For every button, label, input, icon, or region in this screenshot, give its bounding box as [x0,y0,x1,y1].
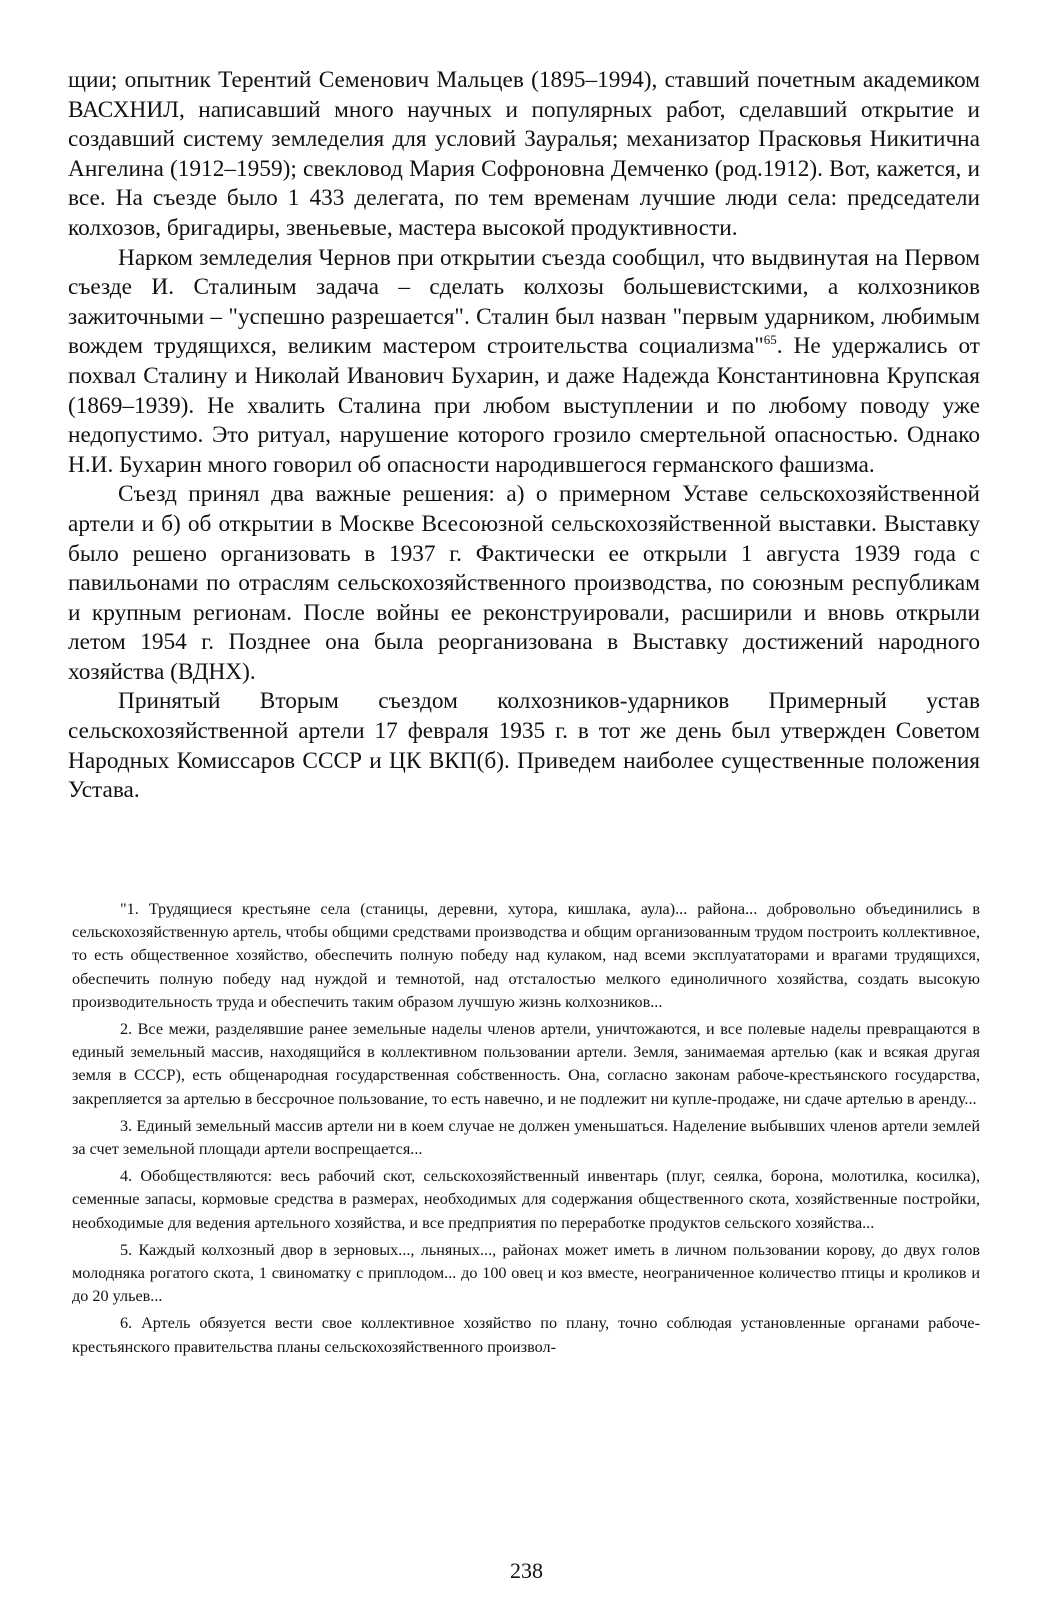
charter-clause: 3. Единый земельный массив артели ни в коем случае не должен уменьшаться. Наделение выбывших членов артели землей за счет земельной площади артели воспрещается... [72,1116,980,1159]
main-text [68,66,980,806]
paragraph-congress-speech [68,244,980,481]
page-number: 238 [510,1558,543,1583]
paragraph-charter-intro: Принятый Вторым съездом колхозников-ударников Примерный устав сельскохозяйственной артели 17 февраля 1935 г. в тот же день был утвержден Советом Народных Комиссаров СССР и ЦК ВКП(б). Приведем наиболее существенные положения Устава. [68,688,980,804]
charter-clause: 5. Каждый колхозный двор в зерновых..., льняных..., районах может иметь в личном пользовании корову, до двух голов молодняка рогатого скота, 1 свиноматку с приплодом... до 100 овец и коз вместе, неограниченное количество птицы и кроликов и до 20 ульев... [72,1240,980,1306]
charter-clause: 2. Все межи, разделявшие ранее земельные наделы членов артели, уничтожаются, и все полевые наделы превращаются в единый земельный массив, находящийся в коллективном пользовании артели. Земля, занимаемая артелью (как и всякая другая земля в СССР), есть общенародная государственная собственность. Она, согласно законам рабоче-крестьянского государства, закрепляется за артелью в бессрочное пользование, то есть навечно, и не подлежит ни купле-продаже, ни сдаче артелью в аренду... [72,1020,980,1108]
paragraph-continuation: щии; опытник Терентий Семенович Мальцев (1895–1994), ставший почетным академиком ВАСХНИЛ, написавший много научных и популярных работ, сделавший открытие и создавший систему земледелия для условий Зауралья; механизатор Прасковья Никитична Ангелина (1912–1959); свекловод Мария Софроновна Демченко (род.1912). Вот, кажется, и все. На съезде было 1 433 делегата, по тем временам лучшие люди села: председатели колхозов, бригадиры, звеньевые, мастера высокой продуктивности. [68,67,980,241]
paragraph-congress-decisions: Съезд принял два важные решения: а) о примерном Уставе сельскохозяйственной артели и б) об открытии в Москве Всесоюзной сельскохозяйственной выставки. Выставку было решено организовать в 1937 г. Фактически ее открыли 1 августа 1939 года с павильонами по отраслям сельскохозяйственного производства, по союзным республикам и крупным регионам. После войны ее реконструировали, расширили и вновь открыли летом 1954 г. Позднее она была реорганизована в Выставку достижений народного хозяйства (ВДНХ). [68,481,980,685]
charter-clause: "1. Трудящиеся крестьяне села (станицы, деревни, хутора, кишлака, аула)... района... добровольно объединились в сельскохозяйственную артель, чтобы общими средствами производства и общим организованным трудом построить коллективное, то есть общественное хозяйство, обеспечить полную победу над кулаком, над всеми эксплуататорами и врагами трудящихся, обеспечить полную победу над нуждой и темнотой, над отсталостью мелкого единоличного хозяйства, создать высокую производительность труда и обеспечить таким образом лучшую жизнь колхозников... [72,900,980,1011]
paragraph-text: Нарком земледелия Чернов при открытии съезда сообщил, что выдвинутая на Первом съезде И. Сталиным задача – сделать колхозы большевистскими, а колхозников зажиточными – "успешно разрешается". Сталин был назван "первым ударником, любимым вождем трудящихся, великим мастером строительства социализма" [68,244,980,360]
charter-clause: 6. Артель обязуется вести свое коллективное хозяйство по плану, точно соблюдая установленные органами рабоче-крестьянского правительства планы сельскохозяйственного произвол- [72,1314,980,1356]
charter-clause: 4. Обобществляются: весь рабочий скот, сельскохозяйственный инвентарь (плуг, сеялка, борона, молотилка, косилка), семенные запасы, кормовые средства в размерах, необходимых для содержания общественного скота, хозяйственные постройки, необходимые для ведения артельного хозяйства, и все предприятия по переработке продуктов сельского хозяйства... [72,1167,980,1232]
charter-quote [72,898,980,1363]
paragraph-text: . Не удержались от похвал Сталину и Николай Иванович Бухарин, и даже Надежда Константиновна Крупская (1869–1939). Не хвалить Сталина при любом выступлении и по любому поводу уже недопустимо. Это ритуал, нарушение которого грозило смертельной опасностью. Однако Н.И. Бухарин много говорил об опасности народившегося германского фашизма. [68,333,980,478]
footnote-ref: 65 [763,332,777,348]
